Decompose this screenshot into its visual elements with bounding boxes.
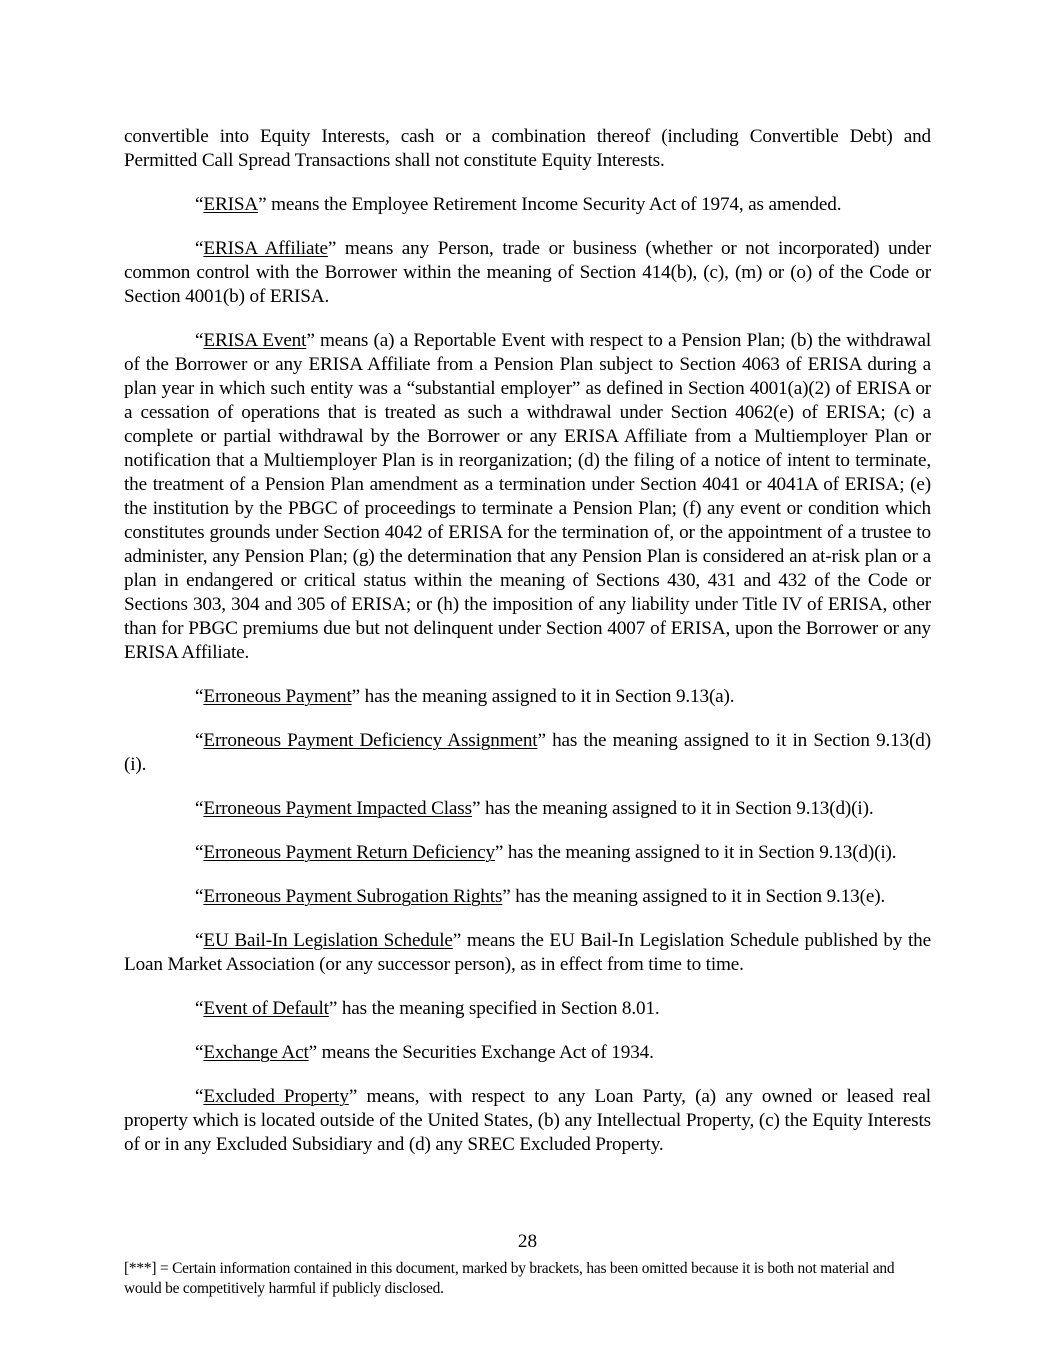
definition-text: ” has the meaning assigned to it in Section 9.13(e). (502, 886, 886, 907)
open-quote: “ (195, 798, 204, 819)
open-quote: “ (195, 998, 204, 1019)
definition-text: ” means (a) a Reportable Event with respect to a Pension Plan; (b) the withdrawal of the Borrower or any ERISA Affiliate from a Pension Plan subject to Section 4063 of ERISA during a plan year in which such entity was a “substantial employer” as defined in Section 4001(a)(2) of ERISA or a cessation of operations that is treated as such a withdrawal under Section 4062(e) of ERISA; (c) a complete or partial withdrawal by the Borrower or any ERISA Affiliate from a Multiemployer Plan or notification that a Multiemployer Plan is in reorganization; (d) the filing of a notice of intent to terminate, the treatment of a Pension Plan amendment as a termination under Section 4041 or 4041A of ERISA; (e) the institution by the PBGC of proceedings to terminate a Pension Plan; (f) any event or condition which constitutes grounds under Section 4042 of ERISA for the termination of, or the appointment of a trustee to administer, any Pension Plan; (g) the determination that any Pension Plan is considered an at-risk plan or a plan in endangered or critical status within the meaning of Sections 430, 431 and 432 of the Code or Sections 303, 304 and 305 of ERISA; or (h) the imposition of any liability under Title IV of ERISA, other than for PBGC premiums due but not delinquent under Section 4007 of ERISA, upon the Borrower or any ERISA Affiliate. (124, 330, 931, 663)
definition-event-of-default (124, 997, 931, 1021)
definition-erisa-affiliate (124, 237, 931, 309)
open-quote: “ (195, 842, 204, 863)
defined-term: ERISA Event (203, 330, 307, 351)
defined-term: Erroneous Payment Return Deficiency (203, 842, 495, 863)
definition-text: ” has the meaning assigned to it in Section 9.13(d)(i). (471, 798, 874, 819)
open-quote: “ (195, 886, 204, 907)
open-quote: “ (195, 686, 204, 707)
definition-text: ” has the meaning assigned to it in Section 9.13(d)(i). (124, 730, 931, 775)
defined-term: Excluded Property (203, 1086, 349, 1107)
definition-exchange-act (124, 1041, 931, 1065)
open-quote: “ (195, 330, 204, 351)
defined-term: Erroneous Payment (203, 686, 352, 707)
definition-text: ” has the meaning assigned to it in Section 9.13(a). (351, 686, 735, 707)
open-quote: “ (195, 930, 204, 951)
defined-term: Erroneous Payment Subrogation Rights (203, 886, 503, 907)
definition-erroneous-payment-return-deficiency (124, 841, 931, 865)
defined-term: EU Bail-In Legislation Schedule (203, 930, 453, 951)
open-quote: “ (195, 194, 204, 215)
defined-term: Erroneous Payment Deficiency Assignment (203, 730, 538, 751)
defined-term: Event of Default (203, 998, 329, 1019)
open-quote: “ (195, 1042, 204, 1063)
definition-erisa-event (124, 329, 931, 665)
definition-erisa (124, 193, 931, 217)
definition-excluded-property (124, 1085, 931, 1157)
open-quote: “ (195, 1086, 204, 1107)
definition-text: ” means the Employee Retirement Income Security Act of 1974, as amended. (258, 194, 842, 215)
defined-term: ERISA (203, 194, 259, 215)
continuation-paragraph: convertible into Equity Interests, cash or a combination thereof (including Convertible Debt) and Permitted Call Spread Transactions shall not constitute Equity Interests. (124, 126, 931, 171)
definition-eu-bail-in-legislation-schedule (124, 929, 931, 977)
definition-erroneous-payment (124, 685, 931, 709)
defined-term: ERISA Affiliate (203, 238, 328, 259)
definition-text: ” means the Securities Exchange Act of 1934. (308, 1042, 654, 1063)
definition-erroneous-payment-impacted-class (124, 797, 931, 821)
definition-erroneous-payment-subrogation-rights (124, 885, 931, 909)
definition-text: ” has the meaning specified in Section 8.01. (328, 998, 660, 1019)
document-page (124, 125, 931, 1177)
definition-text: ” means, with respect to any Loan Party, (a) any owned or leased real property which is located outside of the United States, (b) any Intellectual Property, (c) the Equity Interests of or in any Excluded Subsidiary and (d) any SREC Excluded Property. (124, 1086, 931, 1155)
definition-text: ” has the meaning assigned to it in Section 9.13(d)(i). (494, 842, 897, 863)
definition-text: ” means any Person, trade or business (whether or not incorporated) under common control with the Borrower within the meaning of Section 414(b), (c), (m) or (o) of the Code or Section 4001(b) of ERISA. (124, 238, 931, 307)
defined-term: Erroneous Payment Impacted Class (203, 798, 472, 819)
definition-text: ” means the EU Bail-In Legislation Schedule published by the Loan Market Association (or any successor person), as in effect from time to time. (124, 930, 931, 975)
footer-note: [***] = Certain information contained in this document, marked by brackets, has been omitted because it is both not material and would be competitively harmful if publicly disclosed. (124, 1260, 895, 1297)
definition-erroneous-payment-deficiency-assignment (124, 729, 931, 777)
page-number: 28 (517, 1231, 538, 1252)
open-quote: “ (195, 730, 204, 751)
defined-term: Exchange Act (203, 1042, 309, 1063)
open-quote: “ (195, 238, 204, 259)
